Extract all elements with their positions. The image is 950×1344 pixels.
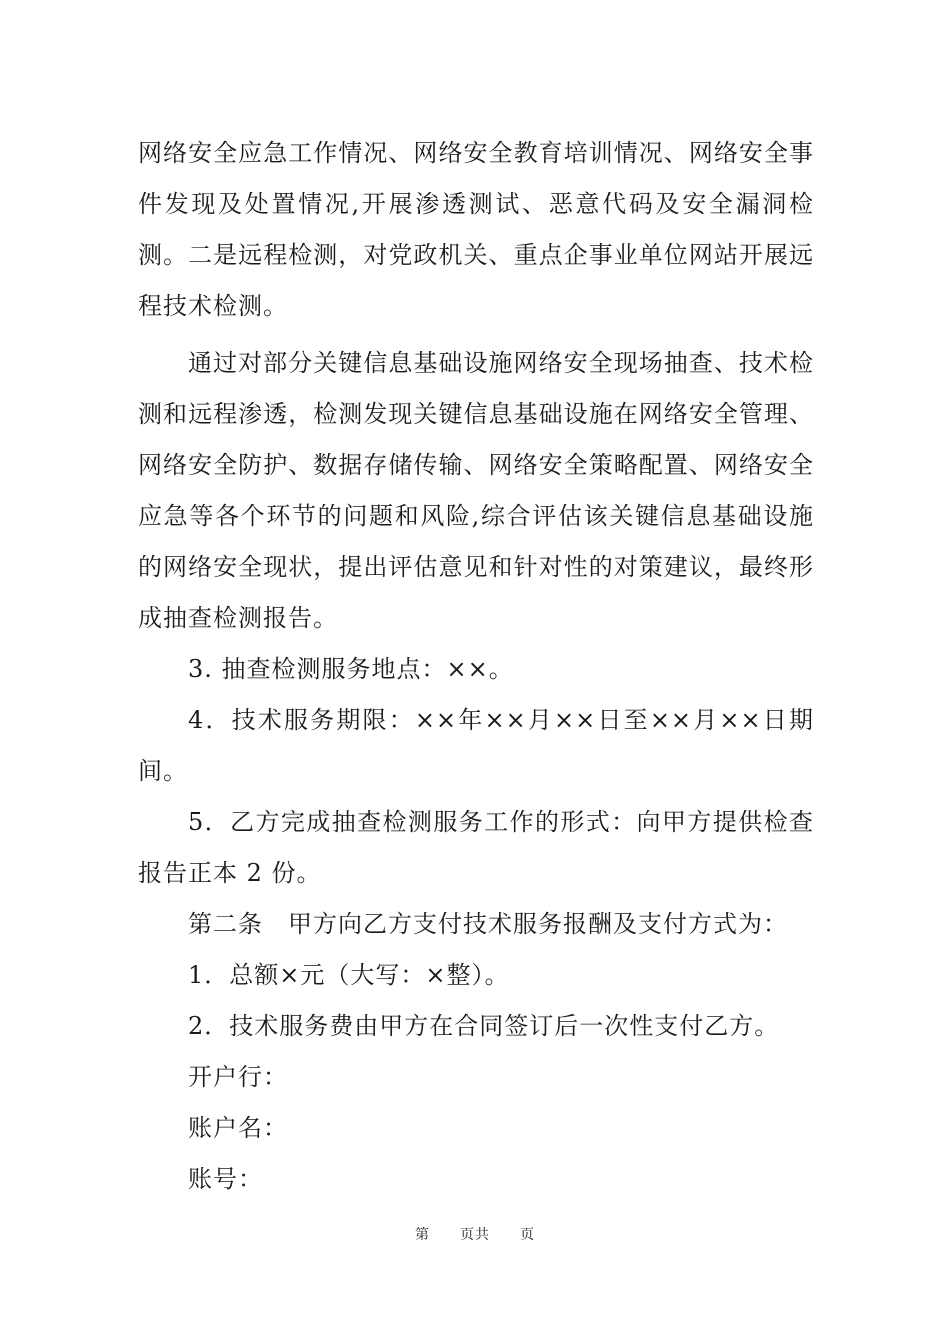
paragraph-bank-name: 开户行： [188,1063,288,1091]
paragraph-total-amount: 1．总额×元（大写：×整）。 [188,961,510,989]
page-footer: 第 页共 页 [415,1227,535,1243]
paragraph-remote-detection: 网络安全应急工作情况、网络安全教育培训情况、网络安全事件发现及处置情况,开展渗透测试、恶意代码及安全漏洞检测。二是远程检测，对党政机关、重点企事业单位网站开展远程技术检测。 [138,139,814,320]
paragraph-payment-terms: 2．技术服务费由甲方在合同签订后一次性支付乙方。 [188,1012,780,1040]
paragraph-account-name: 账户名： [188,1114,288,1142]
paragraph-inspection-scope: 通过对部分关键信息基础设施网络安全现场抽查、技术检测和远程渗透，检测发现关键信息基础设施在网络安全管理、网络安全防护、数据存储传输、网络安全策略配置、网络安全应急等各个环节的问题和风险,综合评估该关键信息基础设施的网络安全现状，提出评估意见和针对性的对策建议，最终形成抽查检测报告。 [138,349,814,632]
paragraph-article-two: 第二条 甲方向乙方支付技术服务报酬及支付方式为： [188,910,788,938]
paragraph-service-period: 4．技术服务期限：××年××月××日至××月××日期间。 [138,706,814,785]
paragraph-deliverable-form: 5．乙方完成抽查检测服务工作的形式：向甲方提供检查报告正本 2 份。 [138,808,814,887]
document-body [138,128,814,1205]
paragraph-account-number: 账号： [188,1165,263,1193]
paragraph-service-location: 3. 抽查检测服务地点：××。 [188,655,514,683]
